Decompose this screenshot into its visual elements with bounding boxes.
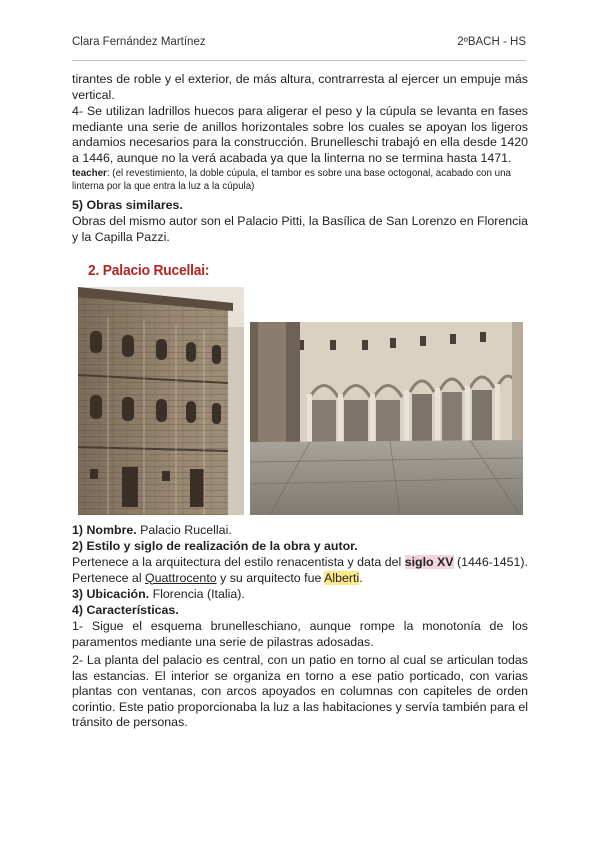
pertenece-mid: y su arquitecto fue: [216, 570, 325, 585]
nombre-value: Palacio Rucellai.: [136, 523, 232, 537]
page-header: [72, 36, 526, 54]
ubicacion-line: [72, 587, 528, 603]
teacher-label: teacher: [72, 168, 107, 179]
caracteristica-1: 1- Sigue el esquema brunelleschiano, aunque rompe la monotonía de los paramentos mediante una serie de pilastras adosadas.: [72, 619, 528, 649]
siglo-highlight: siglo XV: [404, 555, 454, 569]
estilo-pre: Pertenece a la arquitectura del estilo renacentista y data del: [72, 555, 405, 569]
similar-works-heading: 5) Obras similares.: [72, 198, 183, 212]
caracteristicas-heading: 4) Características.: [72, 603, 179, 617]
pertenece-end: .: [359, 570, 363, 585]
nombre-label: 1) Nombre.: [72, 523, 137, 537]
ubicacion-label: 3) Ubicación.: [72, 587, 150, 601]
course-label: 2ºBACH - HS: [457, 36, 526, 48]
estilo-text: [72, 555, 528, 586]
section-title: 2. Palacio Rucellai:: [88, 262, 210, 279]
estilo-dates: (1446-1451).: [453, 555, 528, 569]
teacher-note: [72, 168, 528, 193]
alberti-highlight: Alberti: [324, 570, 360, 585]
palazzo-courtyard-image: [250, 322, 523, 515]
paragraph-continuation: tirantes de roble y el exterior, de más altura, contrarresta al ejercer un empuje más vertical.: [72, 72, 528, 102]
header-divider: [72, 60, 526, 61]
palazzo-facade-image: [78, 287, 244, 515]
pertenece-pre: Pertenece al: [72, 570, 146, 585]
estilo-heading: 2) Estilo y siglo de realización de la obra y autor.: [72, 539, 358, 553]
similar-works-text: Obras del mismo autor son el Palacio Pitti, la Basílica de San Lorenzo en Florencia y la Capilla Pazzi.: [72, 214, 528, 244]
ubicacion-value: Florencia (Italia).: [149, 587, 245, 601]
nombre-line: [72, 523, 528, 539]
author-name: Clara Fernández Martínez: [72, 36, 206, 48]
caracteristica-2: 2- La planta del palacio es central, con un patio en torno al cual se articulan todas las estancias. El interior se organiza en torno a ese patio porticado, con varias plantas con ventanas, con arcos apoyados en columnas con capiteles de orden corintio. Este patio proporcionaba la luz a las habitaciones y servía también para el tránsito de personas.: [72, 653, 528, 730]
teacher-note-text: : (el revestimiento, la doble cúpula, el tambor es sobre una base octogonal, acabado con una linterna por la que entra la luz a la cúpula): [72, 168, 511, 192]
quattrocento-term: Quattrocento: [145, 570, 217, 585]
paragraph-point-4: 4- Se utilizan ladrillos huecos para aligerar el peso y la cúpula se levanta en fases mediante una serie de anillos horizontales sobre los cuales se apoyan los ligeros andamios necesarios para la construcción. Brunelleschi trabajó en ella desde 1420 a 1446, aunque no la verá acabada ya que la linterna no se termina hasta 1471.: [72, 104, 528, 165]
